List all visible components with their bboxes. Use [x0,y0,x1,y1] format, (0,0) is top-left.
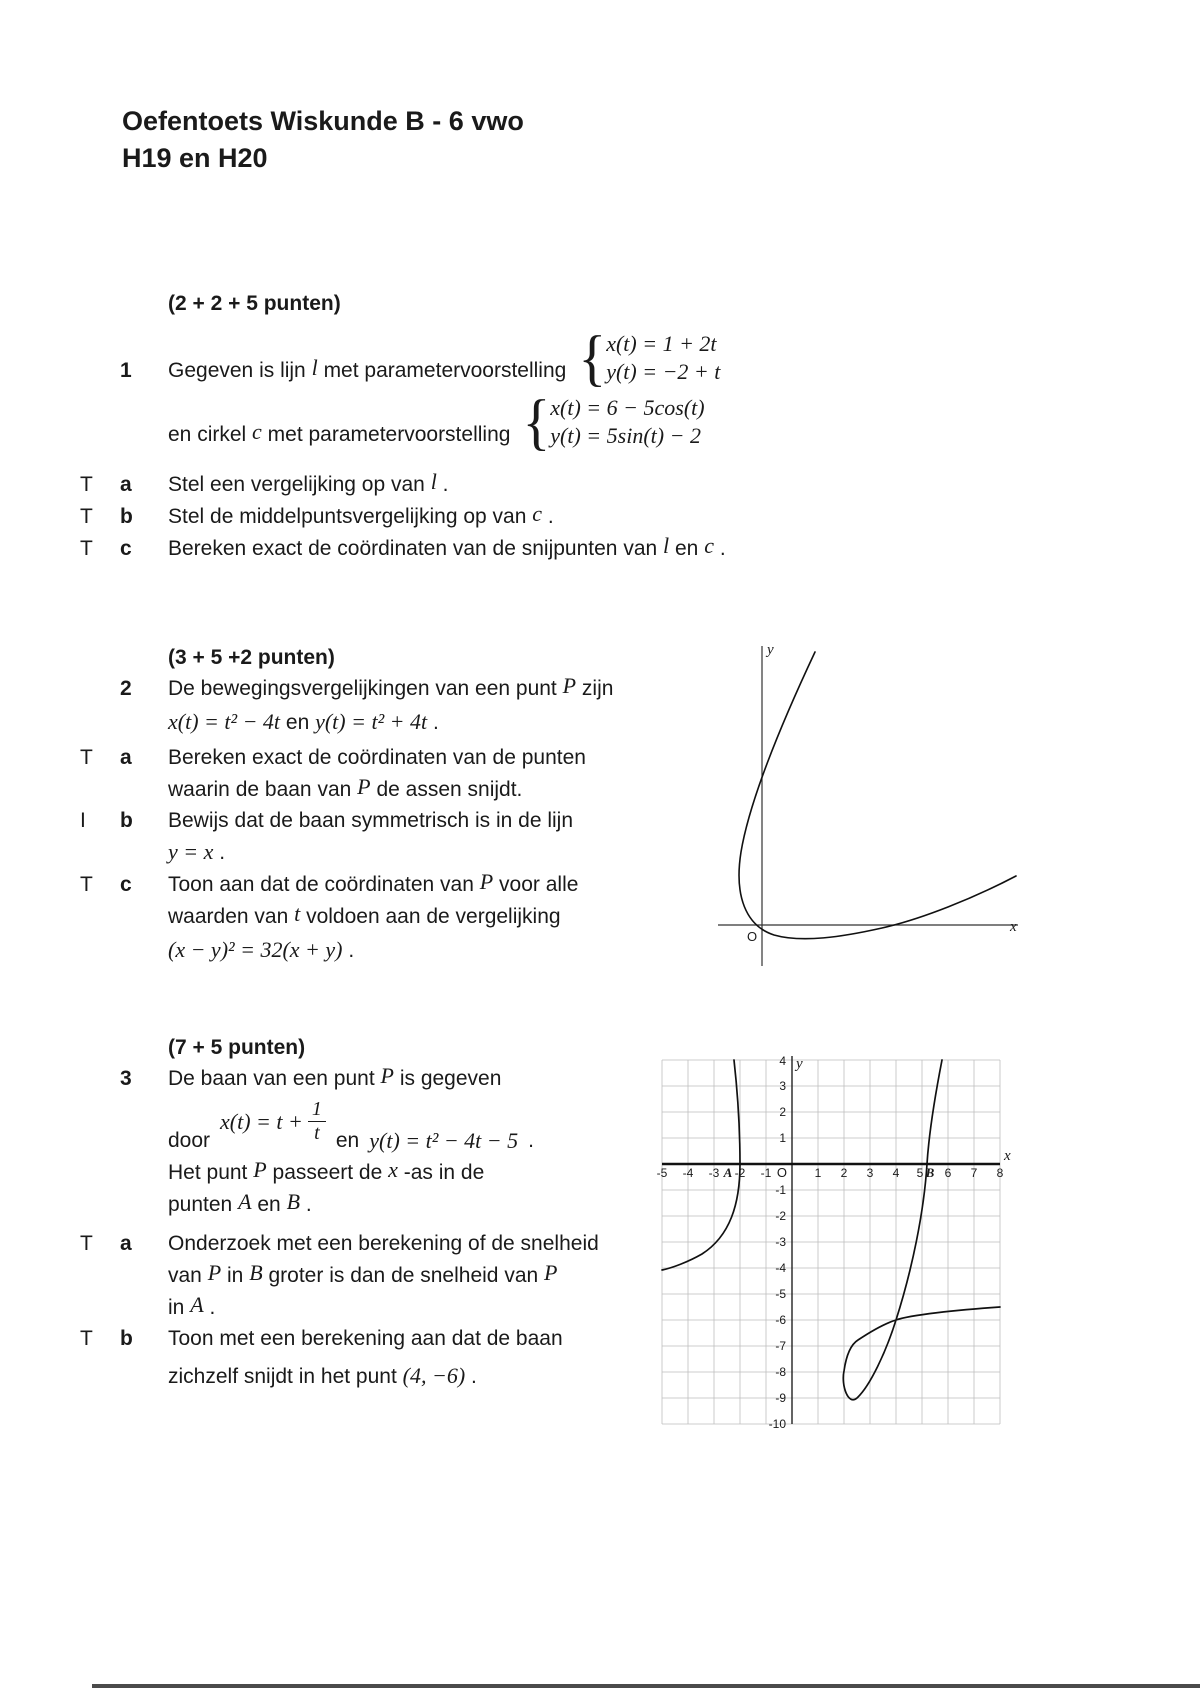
x-tick: 6 [944,1166,952,1180]
text-segment: met parametervoorstelling [323,359,567,382]
y-axis-label: y [796,1056,803,1072]
text-segment: De bewegingsvergelijkingen van een punt [168,677,557,700]
task-letter: b [120,1327,133,1350]
x-tick: 2 [840,1166,848,1180]
text-segment: Stel de middelpuntsvergelijking op van [168,505,527,528]
point-A-label: A [723,1165,733,1180]
point-B-label: B [925,1165,935,1180]
x-tick: 7 [970,1166,978,1180]
problem-3-line4 [80,1188,680,1220]
problem-number: 2 [120,677,132,700]
equation: y(t) = t² − 4t − 5 [369,1128,519,1153]
y-tick: -2 [775,1209,786,1223]
y-tick: 1 [779,1131,786,1145]
page-bottom-edge [92,1684,1200,1688]
text-segment [168,418,510,450]
graph-grid-path [648,1056,1020,1446]
origin-label: O [776,1165,787,1180]
problem-number: 3 [120,1067,132,1090]
math-var: l [430,469,437,494]
text-segment: door [168,1129,211,1152]
problem-3-formula [80,1094,680,1156]
text-segment: in [168,1296,185,1319]
math-var: P [357,774,371,799]
task-letter: a [120,1232,132,1255]
x-axis-label: x [1010,919,1017,935]
equation: x(t) = 1 + 2t [606,331,717,356]
text-segment: . [432,711,439,734]
equation-system [522,386,705,458]
text-segment: voldoen aan de vergelijking [306,905,561,928]
equation: x(t) = t² − 4t [168,709,281,734]
text-segment: en cirkel [168,423,247,446]
text-segment: groter is dan de snelheid van [268,1264,539,1287]
graph-parabolic-path [712,640,1022,975]
problem-1-intro-2 [80,386,900,458]
x-tick: 3 [866,1166,874,1180]
text-segment: en [257,1193,281,1216]
math-var: P [207,1260,222,1285]
math-var: c [252,419,262,444]
math-var: A [238,1189,252,1214]
text-segment: Gegeven is lijn [168,359,306,382]
x-tick: -2 [734,1166,746,1180]
math-var: B [249,1260,263,1285]
document-title [122,103,524,177]
x-tick: 8 [996,1166,1004,1180]
text-segment: -as in de [403,1161,485,1184]
task-marker: T [80,873,93,896]
task-3a-line3 [80,1291,680,1323]
math-var: l [311,355,318,380]
math-var: P [479,869,494,894]
text-segment: . [528,1129,534,1152]
task-1a [80,468,900,500]
problem-1-intro-1 [80,322,900,394]
equation: x(t) = t + [220,1109,303,1134]
text-segment: Het punt [168,1161,248,1184]
text-segment: de assen snijdt. [376,778,523,801]
y-tick: 4 [779,1056,786,1068]
text-segment: Stel een vergelijking op van [168,473,425,496]
fraction [308,1098,326,1145]
text-segment: waarin de baan van [168,778,352,801]
math-var: c [704,533,714,558]
math-var: l [663,533,670,558]
equation: y(t) = 5sin(t) − 2 [550,423,701,448]
text-segment [168,354,566,386]
fraction-denominator: t [308,1121,326,1145]
text-segment: en [675,537,699,560]
math-var: B [286,1189,301,1214]
text-segment: Toon met een berekening aan dat de baan [168,1327,563,1350]
problem-2-equations [80,704,670,740]
problem-2-intro [80,672,670,704]
task-marker: T [80,473,93,496]
text-segment: . [219,841,226,864]
text-segment: . [470,1365,477,1388]
task-2c [80,868,670,900]
equation-with-fraction [220,1098,326,1145]
text-segment: van [168,1264,202,1287]
text-segment: in [227,1264,244,1287]
task-letter: a [120,746,132,769]
y-tick: -5 [775,1287,786,1301]
y-tick: -10 [768,1417,786,1431]
curve-path-of-P [739,652,1016,939]
equation: y(t) = t² + 4t [315,709,428,734]
task-marker: I [80,809,86,832]
math-var: x [388,1157,398,1182]
task-2a-line2 [80,773,670,805]
equation: y(t) = −2 + t [606,359,721,384]
x-tick: -5 [656,1166,668,1180]
problem-1 [80,292,900,564]
grid-lines [662,1060,1000,1424]
text-segment: Bereken exact de coördinaten van de punten [168,746,586,769]
y-tick: -4 [775,1261,786,1275]
y-tick: -8 [775,1365,786,1379]
math-var: P [253,1157,267,1182]
task-marker: T [80,1327,93,1350]
text-segment: en [335,1129,360,1152]
task-3a-line2 [80,1259,680,1291]
equation: y = x [168,839,214,864]
text-segment: zijn [581,677,614,700]
task-1c [80,532,900,564]
text-segment: waarden van [168,905,289,928]
text-segment: met parametervoorstelling [267,423,511,446]
problem-3-points: (7 + 5 punten) [168,1036,306,1059]
y-axis-label: y [767,642,774,658]
text-segment: Toon aan dat de coördinaten van [168,873,474,896]
text-segment: Bewijs dat de baan symmetrisch is in de lijn [168,809,574,832]
task-letter: c [120,537,132,560]
text-segment: passeert de [272,1161,383,1184]
text-segment: en [285,711,310,734]
task-3b-line2 [80,1360,680,1392]
task-letter: c [120,873,132,896]
task-2b [80,805,670,836]
text-segment: De baan van een punt [168,1067,375,1090]
title-line-1: Oefentoets Wiskunde B - 6 vwo [122,106,524,136]
x-tick: -4 [682,1166,694,1180]
task-letter: b [120,809,133,832]
problem-1-points: (2 + 2 + 5 punten) [168,292,341,315]
x-tick: 5 [916,1166,924,1180]
text-segment: Onderzoek met een berekening of de snelheid [168,1232,599,1255]
text-segment: . [719,537,726,560]
x-tick: -1 [760,1166,772,1180]
x-tick: 1 [814,1166,822,1180]
equation: (4, −6) [402,1363,466,1388]
math-var: c [532,501,542,526]
title-line-2: H19 en H20 [122,143,268,173]
problem-3-line3 [80,1156,680,1188]
origin-label: O [746,929,758,944]
y-tick: -1 [775,1183,786,1197]
fraction-numerator: 1 [311,1098,322,1120]
task-marker: T [80,1232,93,1255]
text-segment: . [209,1296,216,1319]
text-segment: . [305,1193,312,1216]
math-var: P [380,1063,394,1088]
text-segment: is gegeven [399,1067,502,1090]
math-var: A [190,1292,204,1317]
task-2c-line3 [80,932,670,968]
task-2a [80,742,670,773]
text-segment: . [547,505,554,528]
x-tick: 4 [892,1166,900,1180]
y-tick: 2 [779,1105,786,1119]
equation-system [578,322,721,394]
task-letter: a [120,473,132,496]
math-var: P [562,673,577,698]
text-segment: Bereken exact de coördinaten van de snijpunten van [168,537,658,560]
task-2b-line2 [80,836,670,868]
text-segment: . [348,939,355,962]
task-letter: b [120,505,133,528]
problem-number: 1 [120,359,132,382]
x-axis-label: x [1004,1148,1011,1164]
y-tick: 3 [779,1079,786,1093]
task-3a [80,1228,680,1259]
text-segment: voor alle [499,873,579,896]
task-3b [80,1323,680,1354]
problem-3 [80,1036,680,1392]
y-tick: -7 [775,1339,786,1353]
equation: x(t) = 6 − 5cos(t) [550,395,705,420]
text-segment: punten [168,1193,233,1216]
problem-2 [80,646,670,968]
task-marker: T [80,505,93,528]
text-segment: . [442,473,449,496]
task-marker: T [80,537,93,560]
x-tick: -3 [708,1166,720,1180]
math-var: t [294,901,301,926]
task-marker: T [80,746,93,769]
system-brace: { [522,386,551,458]
math-var: P [544,1260,558,1285]
text-segment: zichzelf snijdt in het punt [168,1365,397,1388]
y-tick: -6 [775,1313,786,1327]
problem-2-points: (3 + 5 +2 punten) [168,646,335,669]
y-tick: -9 [775,1391,786,1405]
task-1b [80,500,900,532]
system-brace: { [578,322,607,394]
equation: (x − y)² = 32(x + y) [168,937,343,962]
y-tick: -3 [775,1235,786,1249]
task-2c-line2 [80,900,670,932]
problem-3-intro [80,1062,680,1094]
